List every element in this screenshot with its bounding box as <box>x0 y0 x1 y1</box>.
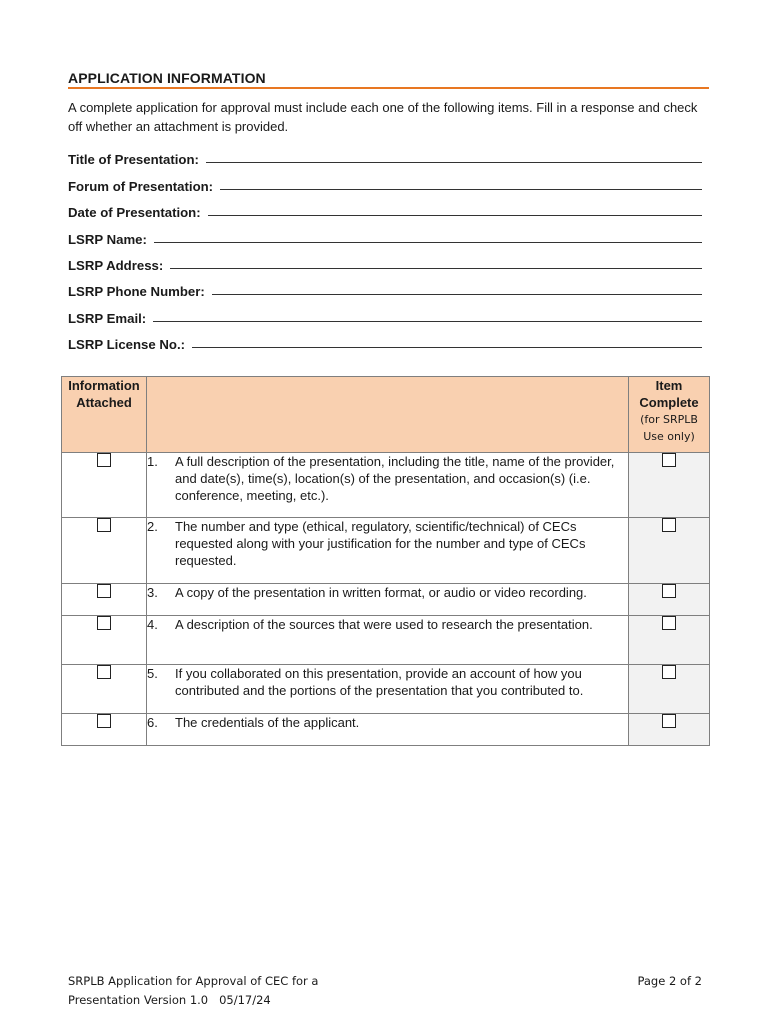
complete-cell <box>629 453 710 518</box>
attached-checkbox[interactable] <box>97 665 111 679</box>
field-label: LSRP Address: <box>68 257 164 273</box>
attached-checkbox[interactable] <box>97 584 111 598</box>
table-header-row <box>62 377 710 453</box>
complete-cell <box>629 714 710 746</box>
field-label: LSRP Name: <box>68 231 147 247</box>
field-lsrp-phone-number <box>68 276 702 302</box>
header-information-attached: Information Attached <box>62 377 147 453</box>
field-lsrp-name <box>68 223 702 249</box>
item-cell <box>147 616 629 665</box>
item-number: 5. <box>147 666 158 681</box>
attached-cell <box>62 453 147 518</box>
field-label: LSRP License No.: <box>68 337 186 353</box>
header-item-complete-label: Item Complete <box>639 378 699 410</box>
fill-in-line[interactable] <box>220 188 702 190</box>
field-lsrp-license-no <box>68 329 702 355</box>
complete-checkbox[interactable] <box>662 453 676 467</box>
field-forum-of-presentation <box>68 170 702 196</box>
attached-cell <box>62 714 147 746</box>
field-label: Forum of Presentation: <box>68 178 214 194</box>
attached-cell <box>62 518 147 584</box>
attachment-checklist-table <box>61 376 710 746</box>
table-row <box>62 714 710 746</box>
field-label: LSRP Phone Number: <box>68 284 205 300</box>
item-number: 1. <box>147 454 158 469</box>
item-number: 2. <box>147 519 158 534</box>
field-lsrp-email <box>68 302 702 328</box>
attached-checkbox[interactable] <box>97 453 111 467</box>
complete-cell <box>629 665 710 714</box>
item-cell <box>147 714 629 746</box>
table-row <box>62 518 710 584</box>
table-row <box>62 665 710 714</box>
header-item-description <box>147 377 629 453</box>
item-text: The credentials of the applicant. <box>175 715 360 730</box>
item-text: The number and type (ethical, regulatory, scientific/technical) of CECs requested along with your justification for the number and type of CECs requested. <box>175 519 586 568</box>
item-number: 4. <box>147 617 158 632</box>
header-item-complete <box>629 377 710 453</box>
section-title: APPLICATION INFORMATION <box>68 70 709 89</box>
field-title-of-presentation <box>68 144 702 170</box>
item-text: If you collaborated on this presentation, provide an account of how you contributed and the portions of the presentation that you contributed to. <box>175 666 584 698</box>
attached-cell <box>62 616 147 665</box>
item-cell <box>147 584 629 616</box>
fill-in-line[interactable] <box>154 241 702 243</box>
complete-cell <box>629 518 710 584</box>
table-row <box>62 453 710 518</box>
header-item-complete-note: (for SRPLB Use only) <box>640 413 698 443</box>
intro-text: A complete application for approval must include each one of the following items. Fill in a response and check off whether an attachment is provided. <box>68 100 698 134</box>
field-label: Title of Presentation: <box>68 152 199 168</box>
complete-cell <box>629 584 710 616</box>
item-cell <box>147 453 629 518</box>
complete-checkbox[interactable] <box>662 714 676 728</box>
fill-in-line[interactable] <box>208 214 702 216</box>
item-cell <box>147 518 629 584</box>
fill-in-line[interactable] <box>153 320 702 322</box>
footer-line-1: SRPLB Application for Approval of CEC for a <box>68 974 319 988</box>
item-text: A full description of the presentation, including the title, name of the provider, and date(s), time(s), location(s) of the presentation, and occasion(s) (i.e. conference, meeting, etc.). <box>175 454 615 503</box>
complete-cell <box>629 616 710 665</box>
item-number: 6. <box>147 715 158 730</box>
fill-in-line[interactable] <box>192 346 702 348</box>
complete-checkbox[interactable] <box>662 584 676 598</box>
field-date-of-presentation <box>68 197 702 223</box>
fill-in-line[interactable] <box>206 161 702 163</box>
field-label: Date of Presentation: <box>68 205 201 221</box>
field-label: LSRP Email: <box>68 310 147 326</box>
fill-in-line[interactable] <box>212 293 702 295</box>
item-text: A description of the sources that were used to research the presentation. <box>175 617 593 632</box>
complete-checkbox[interactable] <box>662 665 676 679</box>
page-number: Page 2 of 2 <box>637 974 702 988</box>
field-lsrp-address <box>68 250 702 276</box>
footer-document-info <box>68 972 318 1010</box>
attached-cell <box>62 665 147 714</box>
complete-checkbox[interactable] <box>662 518 676 532</box>
attached-cell <box>62 584 147 616</box>
item-number: 3. <box>147 585 158 600</box>
table-row <box>62 584 710 616</box>
fill-in-line[interactable] <box>170 267 702 269</box>
complete-checkbox[interactable] <box>662 616 676 630</box>
attached-checkbox[interactable] <box>97 518 111 532</box>
item-text: A copy of the presentation in written format, or audio or video recording. <box>175 585 587 600</box>
application-fields <box>68 144 702 355</box>
attached-checkbox[interactable] <box>97 616 111 630</box>
attached-checkbox[interactable] <box>97 714 111 728</box>
footer-line-2: Presentation Version 1.0 05/17/24 <box>68 993 271 1007</box>
table-row <box>62 616 710 665</box>
item-cell <box>147 665 629 714</box>
